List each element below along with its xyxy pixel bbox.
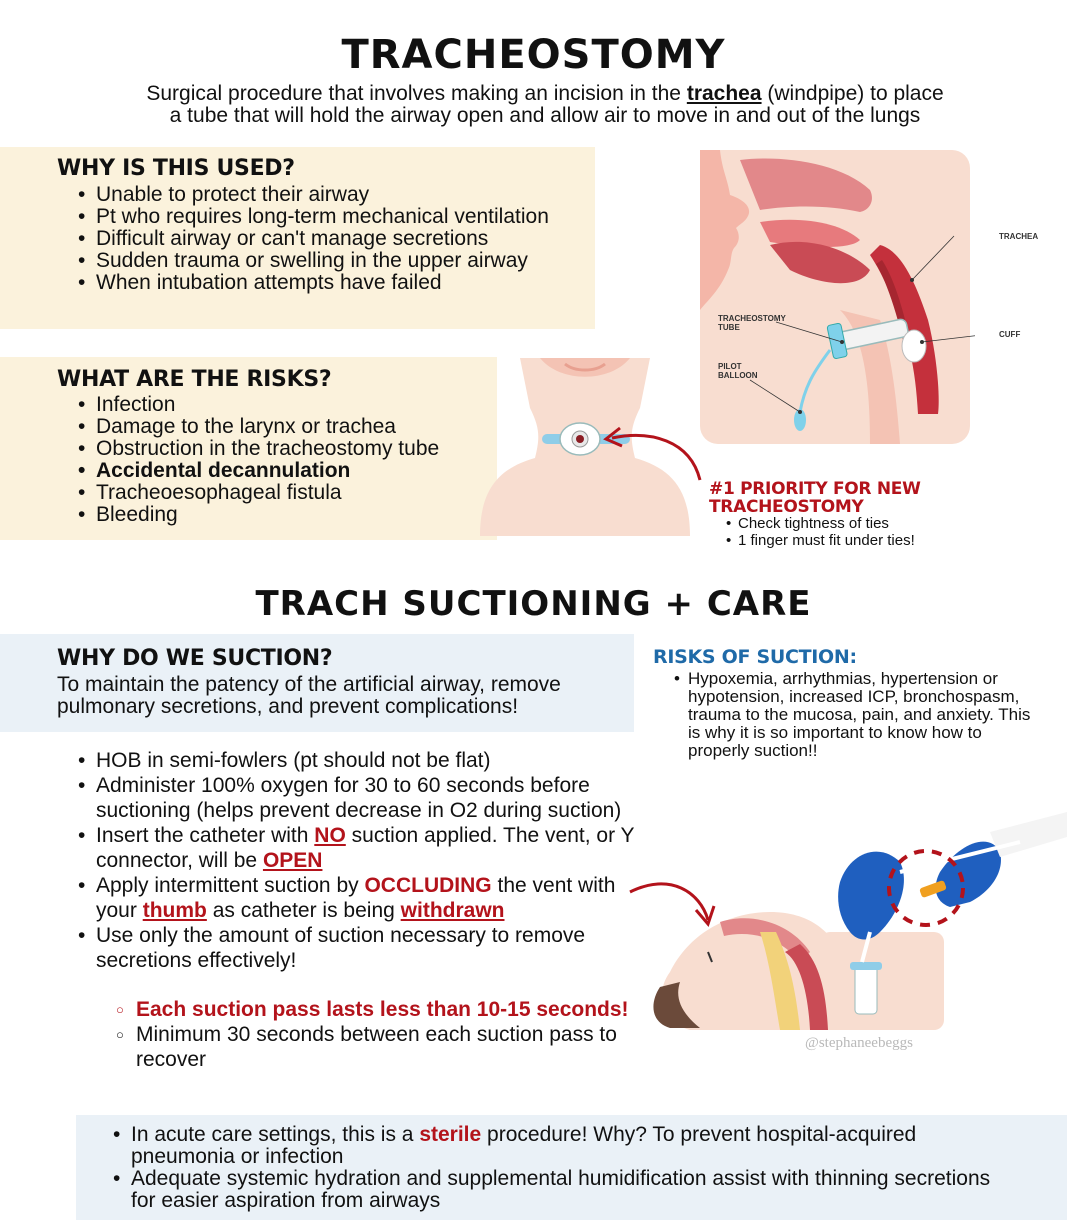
footer-sterile-b: procedure! Why? To prevent hospital-acquired pneumonia or infection: [131, 1123, 917, 1168]
why-suction-text: To maintain the patency of the artificial airway, remove pulmonary secretions, and prevent complications!: [57, 673, 561, 718]
list-item: • Damage to the larynx or trachea: [76, 416, 496, 438]
step-occlude-b: the vent with your: [96, 874, 616, 922]
suction-substeps-list: [116, 997, 676, 1072]
desc-part-1: Surgical procedure that involves making an incision in the: [146, 82, 681, 105]
list-item: • Hypoxemia, arrhythmias, hypertension or hypotension, increased ICP, bronchospasm, trauma to the mucosa, pain, and anxiety. This is why it is so important to know how to properly suction!!: [672, 670, 1042, 760]
list-item: • Difficult airway or can't manage secretions: [76, 228, 576, 250]
desc-part-3: a tube that will hold the airway open and allow air to move in and out of the lungs: [169, 104, 921, 127]
footer-sterile-word: sterile: [419, 1123, 482, 1146]
section-title-suctioning: TRACH SUCTIONING + CARE: [255, 584, 812, 624]
desc-part-2: (windpipe) to place: [767, 82, 944, 105]
risks-list: [76, 394, 496, 526]
step-insert-a: Insert the catheter with: [96, 824, 309, 847]
priority-heading-line-1: #1 PRIORITY FOR NEW: [709, 479, 921, 499]
risks-suction-list: [672, 670, 1042, 760]
watermark: @stephaneebeggs: [805, 1035, 913, 1051]
list-item: • Infection: [76, 394, 496, 416]
list-item: • Pt who requires long-term mechanical ventilation: [76, 206, 576, 228]
list-item: • 1 finger must fit under ties!: [724, 532, 1024, 549]
risks-suction-heading: RISKS OF SUCTION:: [653, 646, 857, 668]
label-cuff: CUFF: [999, 330, 1021, 339]
step-insert-no: NO: [314, 824, 346, 847]
list-item: • Accidental decannulation: [76, 460, 496, 482]
list-item: • Tracheoesophageal fistula: [76, 482, 496, 504]
footer-sterile-a: In acute care settings, this is a: [131, 1123, 414, 1146]
priority-list: [724, 515, 1024, 549]
list-item: • Obstruction in the tracheostomy tube: [76, 438, 496, 460]
priority-heading-line-2: TRACHEOSTOMY: [709, 497, 864, 517]
label-trachea: TRACHEA: [999, 232, 1039, 241]
why-used-heading: WHY IS THIS USED?: [57, 156, 295, 181]
step-occlude-thumb: thumb: [142, 899, 207, 922]
why-suction-heading: WHY DO WE SUCTION?: [57, 646, 333, 671]
list-item: • Sudden trauma or swelling in the upper airway: [76, 250, 576, 272]
step-occlude-occluding: OCCLUDING: [364, 874, 492, 897]
list-item: • Unable to protect their airway: [76, 184, 576, 206]
list-item: • Bleeding: [76, 504, 496, 526]
footer-sterile: [111, 1124, 1011, 1168]
suction-steps-list: [76, 748, 648, 973]
step-insert-b: suction applied. The vent, or Y connector, will be: [96, 824, 635, 872]
step-occlude-c: as catheter is being: [212, 899, 395, 922]
step-amount: • Use only the amount of suction necessary to remove secretions effectively!: [76, 923, 648, 973]
footer-hydration: • Adequate systemic hydration and supplemental humidification assist with thinning secretions for easier aspiration from airways: [111, 1168, 1011, 1212]
priority-heading: [709, 480, 969, 516]
step-occlude-a: Apply intermittent suction by: [96, 874, 359, 897]
step-hob: • HOB in semi-fowlers (pt should not be flat): [76, 748, 648, 773]
tracheostomy-anatomy-illustration: [700, 150, 975, 446]
suctioning-illustration: [600, 812, 1067, 1062]
step-insert: [76, 823, 648, 873]
page-title: TRACHEOSTOMY: [341, 32, 726, 78]
why-used-list: [76, 184, 576, 294]
step-occlude: [76, 873, 648, 923]
desc-keyword-trachea: trachea: [686, 82, 762, 105]
footer-list: [111, 1124, 1011, 1212]
page-description: [60, 83, 1030, 127]
priority-arrow: [600, 420, 710, 490]
list-item: • Check tightness of ties: [724, 515, 1024, 532]
step-oxygen: • Administer 100% oxygen for 30 to 60 seconds before suctioning (helps prevent decrease in O2 during suction): [76, 773, 648, 823]
list-item: • When intubation attempts have failed: [76, 272, 576, 294]
risks-heading: WHAT ARE THE RISKS?: [57, 367, 332, 392]
label-tracheostomy-tube: TRACHEOSTOMY TUBE: [718, 314, 786, 332]
step-insert-open: OPEN: [262, 849, 323, 872]
label-pilot-balloon: PILOT BALLOON: [718, 362, 758, 380]
step-occlude-withdrawn: withdrawn: [400, 899, 505, 922]
substep-recovery: ○ Minimum 30 seconds between each suction pass to recover: [116, 1022, 676, 1072]
substep-duration: ○ Each suction pass lasts less than 10-15 seconds!: [116, 997, 676, 1022]
